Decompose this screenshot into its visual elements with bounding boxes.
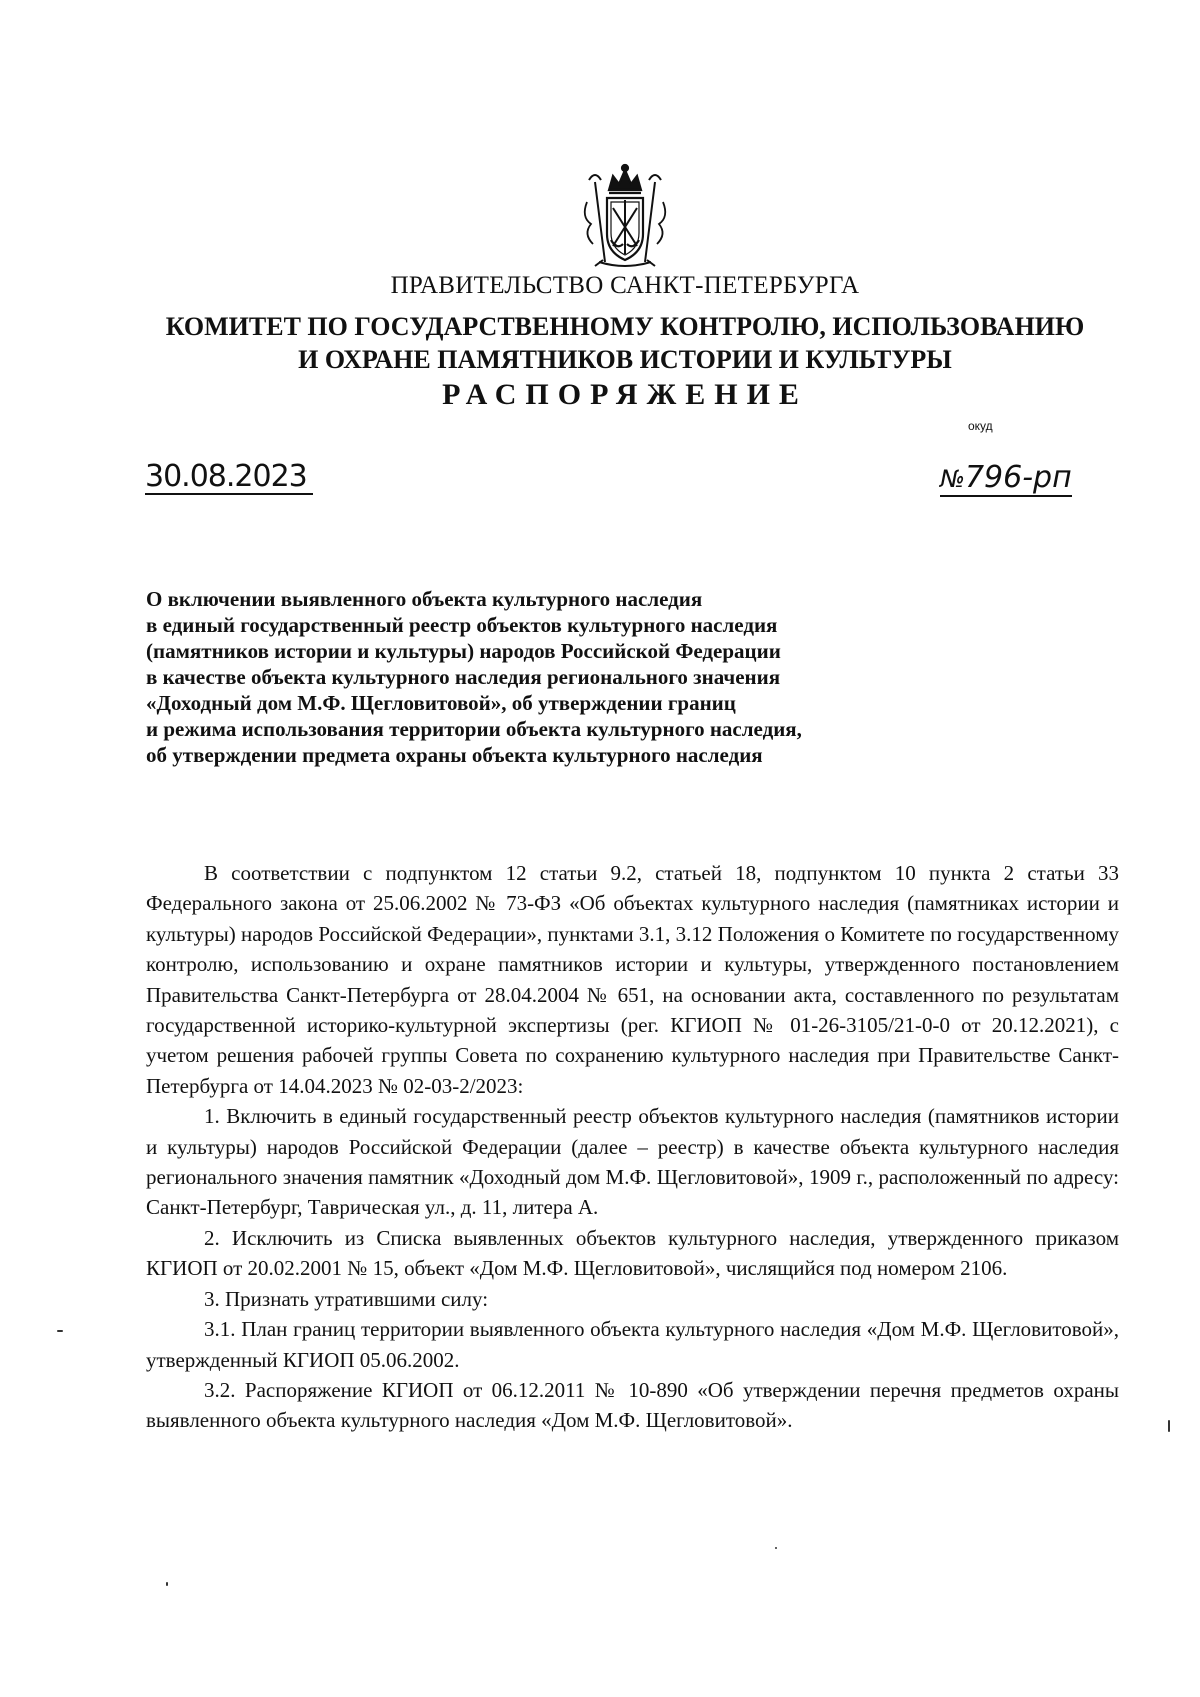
number-value: 796-рп (964, 460, 1072, 495)
document-number (940, 462, 1072, 497)
document-body (146, 858, 1119, 1436)
title-line: О включении выявленного объекта культурного наследия (146, 587, 703, 611)
title-line: (памятников истории и культуры) народов Российской Федерации (146, 639, 781, 663)
document-title (146, 586, 1006, 768)
clause-3-1: 3.1. План границ территории выявленного объекта культурного наследия «Дом М.Ф. Щегловитовой», утвержденный КГИОП 05.06.2002. (146, 1317, 1119, 1372)
committee-line-1: КОМИТЕТ ПО ГОСУДАРСТВЕННОМУ КОНТРОЛЮ, ИСПОЛЬЗОВАНИЮ (165, 312, 1085, 341)
scan-speck (166, 1582, 168, 1586)
title-line: в единый государственный реестр объектов культурного наследия (146, 613, 778, 637)
clause-2: 2. Исключить из Списка выявленных объектов культурного наследия, утвержденного приказом КГИОП от 20.02.2001 № 15, объект «Дом М.Ф. Щегловитовой», числящийся под номером 2106. (146, 1225, 1119, 1281)
title-line: об утверждении предмета охраны объекта культурного наследия (146, 743, 763, 767)
coat-of-arms-icon (573, 162, 677, 272)
clause-3: 3. Признать утратившими силу: (204, 1286, 489, 1311)
clause-3-2: 3.2. Распоряжение КГИОП от 06.12.2011 № 10-890 «Об утверждении перечня предметов охраны выявленного объекта культурного наследия «Дом М.Ф. Щегловитовой». (146, 1377, 1119, 1433)
title-line: и режима использования территории объекта культурного наследия, (146, 717, 802, 741)
committee-name (100, 310, 1150, 376)
government-name: ПРАВИТЕЛЬСТВО САНКТ-ПЕТЕРБУРГА (390, 272, 860, 299)
scan-speck (57, 1330, 63, 1332)
document-type: РАСПОРЯЖЕНИЕ (442, 378, 808, 411)
preamble-paragraph: В соответствии с подпунктом 12 статьи 9.2, статьей 18, подпунктом 10 пункта 2 статьи 33 Федерального закона от 25.06.2002 № 73-ФЗ «Об объектах культурного наследия (памятниках истории и культуры) народов Российской Федерации», пунктами 3.1, 3.12 Положения о Комитете по государственному контролю, использованию и охране памятников истории и культуры, утвержденного постановлением Правительства Санкт-Петербурга от 28.04.2004 № 651, на основании акта, составленного по результатам государственной историко-культурной экспертизы (рег. КГИОП № 01-26-3105/21-0-0 от 20.12.2021), с учетом решения рабочей группы Совета по сохранению культурного наследия при Правительстве Санкт-Петербурга от 14.04.2023 № 02-03-2/2023: (146, 861, 1119, 1098)
okud-label: окуд (968, 419, 993, 433)
title-line: «Доходный дом М.Ф. Щегловитовой», об утверждении границ (146, 691, 736, 715)
title-line: в качестве объекта культурного наследия регионального значения (146, 665, 781, 689)
scan-speck (1168, 1420, 1170, 1432)
scan-speck (775, 1547, 777, 1549)
committee-line-2: И ОХРАНЕ ПАМЯТНИКОВ ИСТОРИИ И КУЛЬТУРЫ (298, 345, 952, 374)
document-date: 30.08.2023 (145, 461, 313, 495)
number-sign: № (940, 465, 965, 493)
clause-1: 1. Включить в единый государственный реестр объектов культурного наследия (памятников истории и культуры) народов Российской Федерации (далее – реестр) в качестве объекта культурного наследия регионального значения памятник «Доходный дом М.Ф. Щегловитовой», 1909 г., расположенный по адресу: Санкт-Петербург, Таврическая ул., д. 11, литера А. (146, 1104, 1119, 1220)
